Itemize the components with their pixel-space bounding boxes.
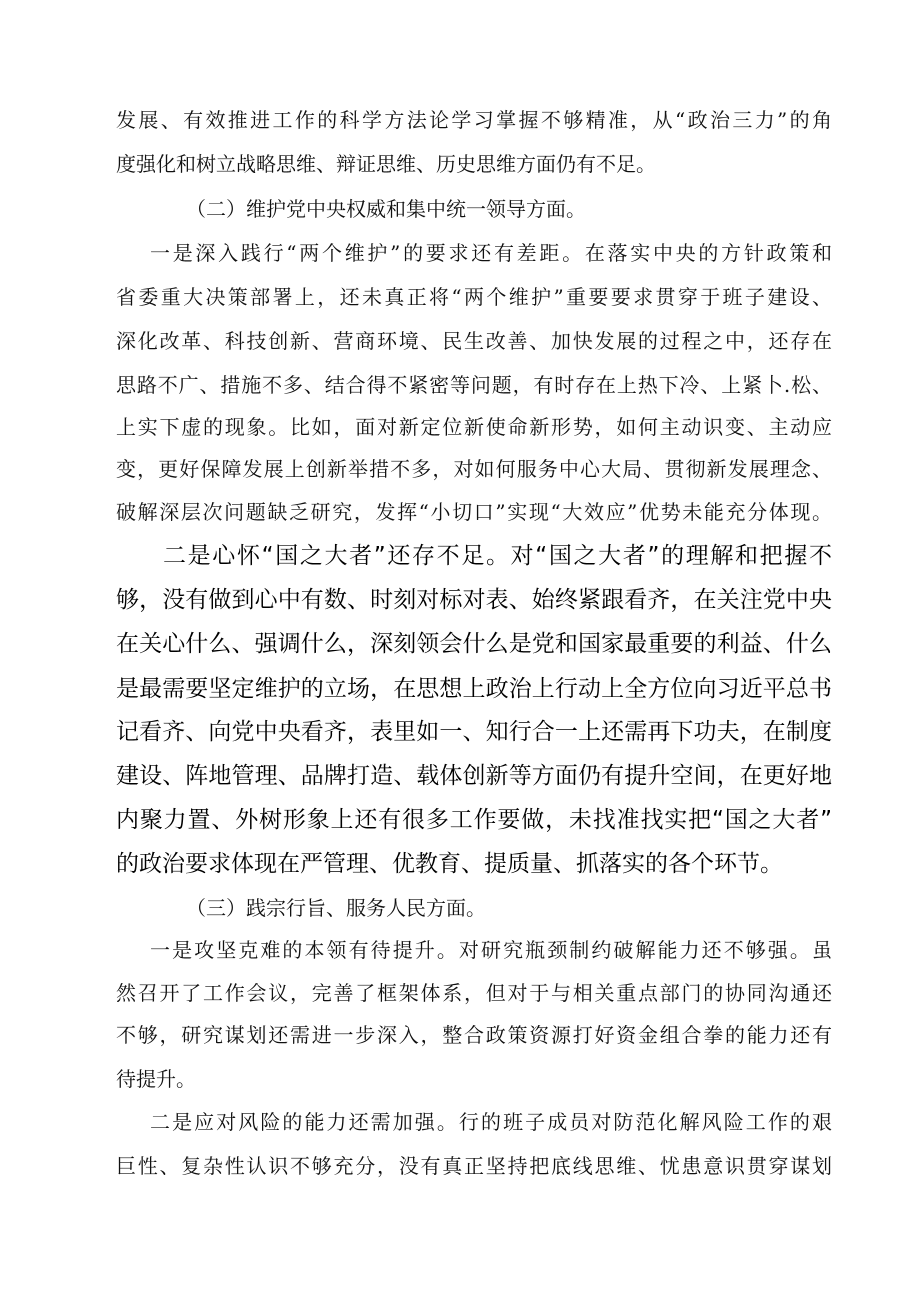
text-line: 二是应对风险的能力还需加强。行的班子成员对防范化解风险工作的艰	[150, 1110, 832, 1134]
text-line: 深化改革、科技创新、营商环境、民生改善、加快发展的过程之中，还存在	[116, 329, 832, 353]
section-heading: （三）践宗行旨、服务人民方面。	[186, 896, 486, 920]
text-line: 省委重大决策部署上，还未真正将“两个维护”重要要求贯穿于班子建设、	[116, 285, 832, 309]
text-line: 是最需要坚定维护的立场，在思想上政治上行动上全方位向习近平总书	[116, 676, 832, 702]
text-line: 待提升。	[116, 1067, 196, 1091]
section-heading: （二）维护党中央权威和集中统一领导方面。	[186, 197, 586, 221]
text-line: 够，没有做到心中有数、时刻对标对表、始终紧跟看齐，在关注党中央	[116, 587, 832, 613]
text-line: 破解深层次问题缺乏研究，发挥“小切口”实现“大效应”优势未能充分体现。	[116, 500, 832, 524]
text-line: 变，更好保障发展上创新举措不多，对如何服务中心大局、贯彻新发展理念、	[116, 457, 832, 481]
text-line: 在关心什么、强调什么，深刻领会什么是党和国家最重要的利益、什么	[116, 631, 832, 657]
text-line: 二是心怀“国之大者”还存不足。对“国之大者”的理解和把握不	[163, 543, 832, 569]
text-line: 然召开了工作会议，完善了框架体系，但对于与相关重点部门的协同沟通还	[116, 981, 832, 1005]
text-line: 上实下虚的现象。比如，面对新定位新使命新形势，如何主动识变、主动应	[116, 415, 832, 439]
text-line: 思路不广、措施不多、结合得不紧密等问题，有时存在上热下冷、上紧卜.松、	[116, 373, 832, 397]
text-line: 不够，研究谋划还需进一步深入，整合政策资源打好资金组合拳的能力还有	[116, 1023, 832, 1047]
text-line: 内聚力置、外树形象上还有很多工作要做，未找准找实把“国之大者”	[116, 807, 832, 833]
text-line: 发展、有效推进工作的科学方法论学习掌握不够精准，从“政治三力”的角	[116, 108, 832, 132]
text-line: 的政治要求体现在严管理、优教育、提质量、抓落实的各个环节。	[116, 851, 783, 877]
text-line: 一是深入践行“两个维护”的要求还有差距。在落实中央的方针政策和	[150, 241, 832, 265]
text-line: 度强化和树立战略思维、辩证思维、历史思维方面仍有不足。	[116, 152, 656, 176]
text-line: 一是攻坚克难的本领有待提升。对研究瓶颈制约破解能力还不够强。虽	[150, 938, 832, 962]
text-line: 建设、阵地管理、品牌打造、载体创新等方面仍有提升空间，在更好地	[116, 763, 832, 789]
text-line: 记看齐、向党中央看齐，表里如一、知行合一上还需再下功夫，在制度	[116, 719, 832, 745]
text-line: 巨性、复杂性认识不够充分，没有真正坚持把底线思维、忧患意识贯穿谋划	[116, 1154, 832, 1178]
